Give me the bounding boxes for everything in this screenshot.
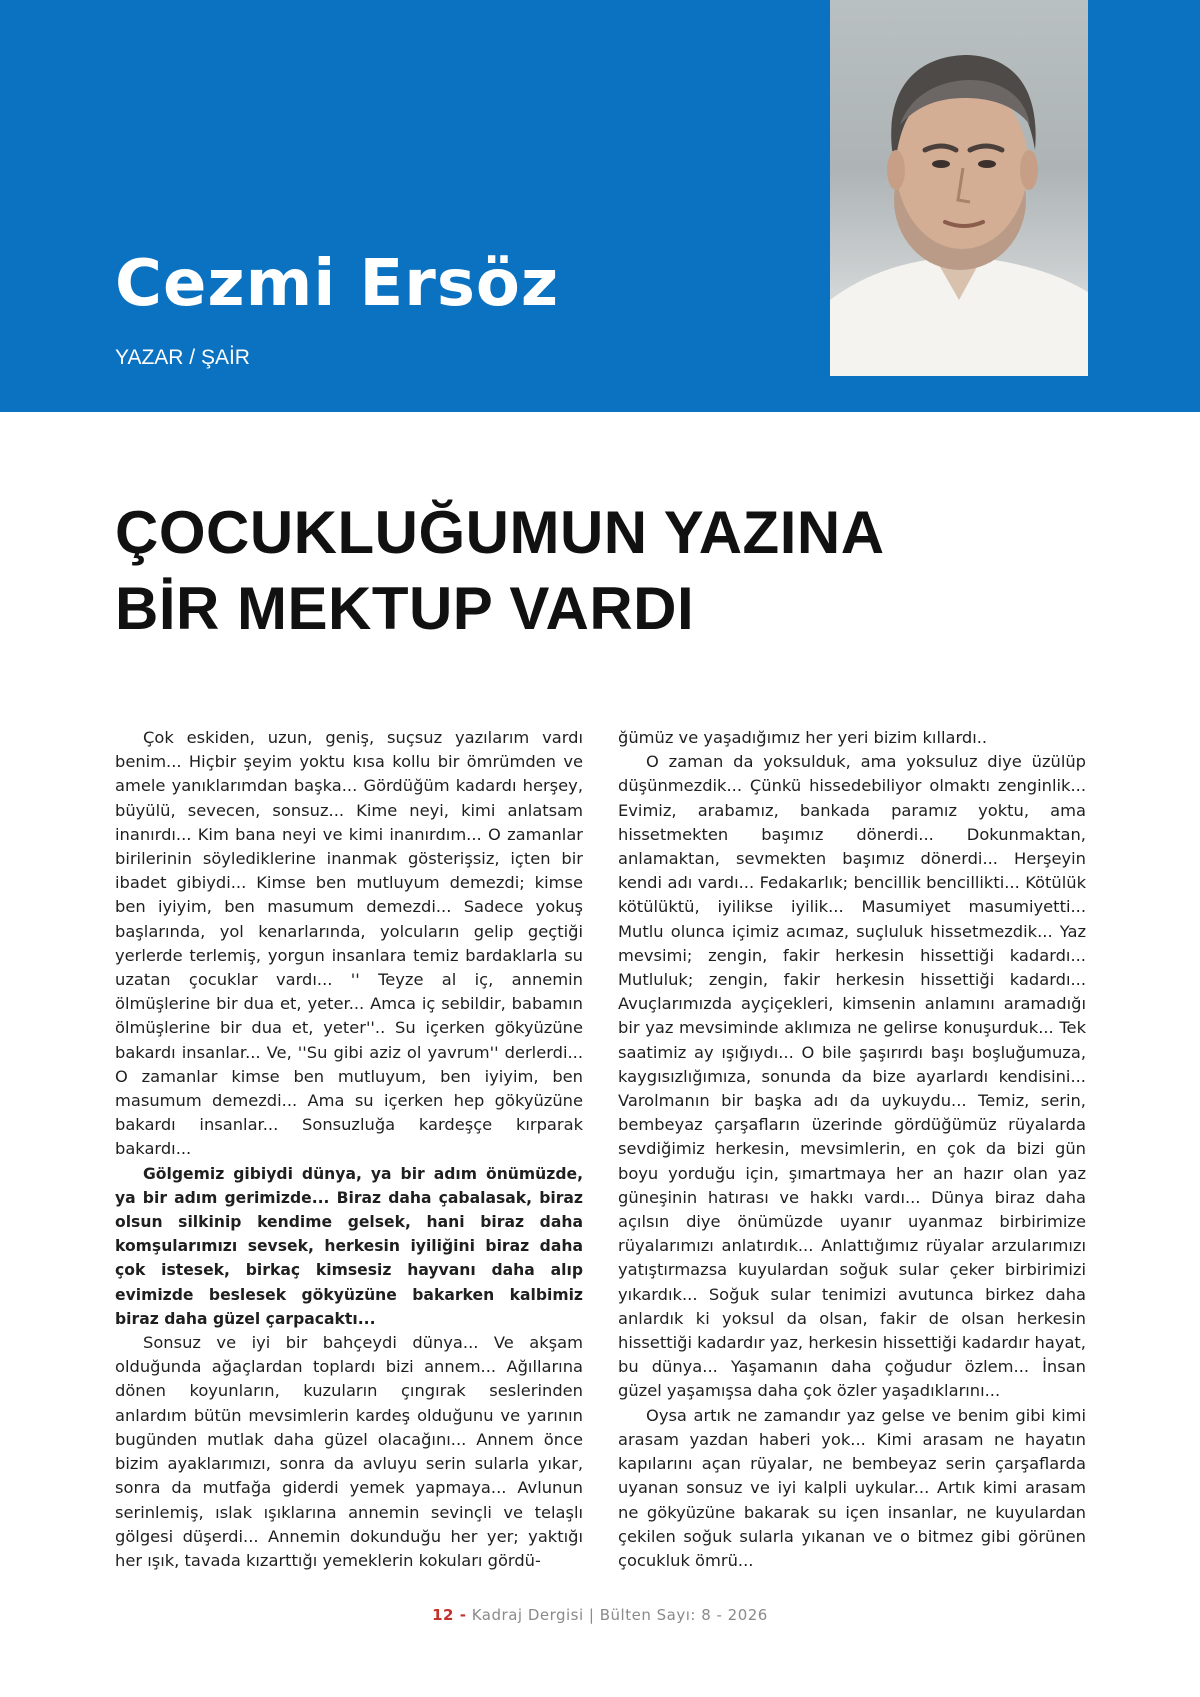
author-role: YAZAR / ŞAİR — [115, 346, 250, 369]
page-footer — [0, 1606, 1200, 1624]
paragraph-continuation: ğümüz ve yaşadığımız her yeri bizim kıllardı.. — [618, 728, 988, 747]
bold-paragraph: Gölgemiz gibiydi dünya, ya bir adım önümüzde, ya bir adım gerimizde... Biraz daha çabalasak, biraz olsun silkinip kendime gelsek, hani biraz daha komşularımızı sevsek, herkesin iyiliğini biraz daha çok istesek, birkaç kimsesiz hayvanı daha alıp evimizde beslesek gökyüzüne bakarken kalbimiz biraz daha güzel çarpacaktı... — [115, 1164, 583, 1328]
author-name: Cezmi Ersöz — [115, 247, 560, 321]
paragraph: Oysa artık ne zamandır yaz gelse ve benim gibi kimi arasam yazdan haberi yok... Kimi arasam ne hayatın kapılarını açan rüyalar, ne bembeyaz serin çarşaflarda uyanan sonsuz ve iyi kalpli uykular... Artık kimi arasam ne gökyüzüne bakarak su içen insanlar, ne kuyulardan çekilen soğuk sularla yıkanan ve o bitmez gibi görünen çocukluk ömrü... — [618, 1405, 1086, 1570]
paragraph: O zaman da yoksulduk, ama yoksuluz diye üzülüp düşünmezdik... Çünkü hissedebiliyor olmaktı zenginlik... Evimiz, arabamız, bankada paramız yoktu, ama hissetmekten başımız dönerdi... Dokunmaktan, anlamaktan, sevmekten başımız dönerdi... Herşeyin kendi adı vardı... Fedakarlık; bencillik bencillikti... Kötülük kötülüktü, iyilikse iyilik... Masumiyet masumiyetti... Mutlu olunca içimiz acımaz, suçluluk hissetmezdik... Yaz mevsimi; zengin, fakir herkesin hissettiği kadardı... Mutluluk; zengin, fakir herkesin hissettiği kadardı... Avuçlarımızda ayçiçekleri, kimsenin anlamını aramadığı bir yaz mevsiminde aklımıza ne gelirse konuşurduk... Tek saatimiz ay ışığıydı... O bile şaşırırdı başı boşluğumuza, kaygısızlığımıza, sonunda da bize ayarlardı kendisini... Varolmanın bir başka adı da uykuydu... Temiz, serin, bembeyaz çarşafların üzerinde gördüğümüz rüyalarda sevdiğimiz herkesin, mevsimlerin, en çok da bizi gün boyu yorduğu için, şımartmaya her an hazır olan yaz güneşinin hatırası ve hakkı vardı... Dünya biraz daha açılsın diye önümüzde uyanır uyanmaz birbirimize rüyalarımızı anlatırdık... Anlattığımız rüyalar arzularımızı yatıştırmazsa kuyulardan soğuk sular çeker birbirimizi yıkardık... Soğuk sular tenimizi avutunca birkez daha anlardık ki yoksul da olsan, fakir de olsan herkesin hissettiği kadardır yaz, herkesin hissettiği kadardır hayat, bu dünya... Yaşamanın daha çoğudur özlem... İnsan güzel yaşamışsa daha çok özler yaşadıklarını... — [618, 752, 1086, 1401]
article-title — [115, 495, 885, 647]
author-photo — [830, 0, 1088, 376]
page-number: 12 - — [432, 1606, 467, 1624]
publication-info: Kadraj Dergisi | Bülten Sayı: 8 - 2026 — [471, 1606, 768, 1624]
paragraph: Çok eskiden, uzun, geniş, suçsuz yazılarım vardı benim... Hiçbir şeyim yoktu kısa kollu bir ömrümden ve amele yanıklarımdan başka... Gördüğüm kadardı herşey, büyülü, sevecen, sonsuz... Kime neyi, kimi anlatsam inanırdı... Kim bana neyi ve kimi inanırdım... O zamanlar birilerinin söylediklerine inanmak gösterişsiz, içten bir ibadet gibiydi... Kimse ben mutluyum demezdi; kimse ben iyiyim, ben masumum demezdi... Sadece yokuş başlarında, yol kenarlarında, yolcuların gelip geçtiği yerlerde terlemiş, yorgun insanlara temiz bardaklarla su uzatan çocuklar vardı... '' Teyze al iç, annemin ölmüşlerine bir dua et, yeter... Amca iç sebildir, babamın ölmüşlerine bir dua et, yeter''.. Su içerken gökyüzüne bakardı insanlar... Ve, ''Su gibi aziz ol yavrum'' derlerdi... O zamanlar kimse ben mutluyum, ben iyiyim, ben masumum demezdi... Ama su içerken hep gökyüzüne bakardı insanlar... Sonsuzluğa kardeşçe kırparak bakardı... — [115, 728, 583, 1159]
title-line-1: ÇOCUKLUĞUMUN YAZINA — [115, 499, 885, 566]
left-column — [115, 726, 583, 1573]
paragraph: Sonsuz ve iyi bir bahçeydi dünya... Ve akşam olduğunda ağaçlardan toplardı bizi annem... Ağıllarına dönen koyunların, kuzuların çıngırak seslerinden anlardım bütün mevsimlerin kardeş olduğunu ve yarının bugünden mutlak daha güzel olacağını... Annem önce bizim ayaklarımızı, sonra da avluyu serin sularla yıkar, sonra da mutfağa giderdi yemek yapmaya... Avlunun serinlemiş, ıslak ışıklarına annemin sevinçli ve telaşlı gölgesi düşerdi... Annemin dokunduğu her yer; yaktığı her ışık, tavada kızarttığı yemeklerin kokuları gördü- — [115, 1333, 583, 1570]
right-column — [618, 726, 1086, 1573]
header-banner — [0, 0, 1200, 412]
title-line-2: BİR MEKTUP VARDI — [115, 575, 695, 642]
